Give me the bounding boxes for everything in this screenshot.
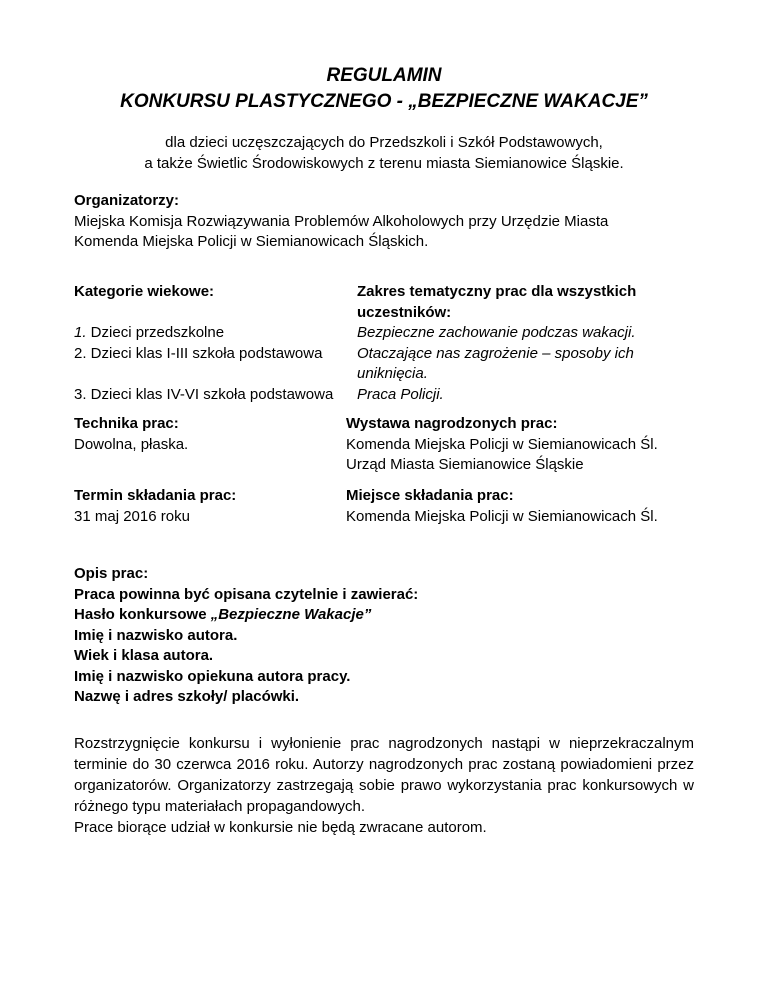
category-item <box>74 385 333 406</box>
categories-section <box>74 282 333 405</box>
organizer-line: Miejska Komisja Rozwiązywania Problemów Alkoholowych przy Urzędzie Miasta <box>74 212 609 230</box>
themes-heading: Zakres tematyczny prac dla wszystkich <box>357 283 637 300</box>
organizers-heading: Organizatorzy: <box>74 192 180 209</box>
organizers-section <box>74 191 608 253</box>
description-item: Wiek i klasa autora. <box>74 647 214 664</box>
document-title-competition: KONKURSU PLASTYCZNEGO - „BEZPIECZNE WAKACJE” <box>120 91 648 112</box>
closing-last-line: Prace biorące udział w konkursie nie będą zwracane autorom. <box>74 819 487 836</box>
description-motto <box>74 605 418 626</box>
technique-heading: Technika prac: <box>74 415 179 432</box>
category-text: Dzieci przedszkolne <box>86 324 225 341</box>
motto-prefix: Hasło konkursowe <box>74 606 211 623</box>
place-heading: Miejsce składania prac: <box>346 487 514 504</box>
place-section <box>346 486 658 527</box>
categories-heading: Kategorie wiekowe: <box>74 283 215 300</box>
theme-item: Bezpieczne zachowanie podczas wakacji. <box>357 324 636 341</box>
deadline-value: 31 maj 2016 roku <box>74 507 190 525</box>
subtitle-line: dla dzieci uczęszczających do Przedszkoli i Szkół Podstawowych, <box>165 134 603 151</box>
deadline-section <box>74 486 236 527</box>
themes-section <box>357 282 636 405</box>
closing-paragraph: Rozstrzygnięcie konkursu i wyłonienie prac nagrodzonych nastąpi w nieprzekraczalnym terminie do 30 czerwca 2016 roku. Autorzy nagrodzonych prac zostaną powiadomieni przez organizatorów. Organizatorzy zastrzegają sobie prawo wykorzystania prac konkursowych w różnego typu materiałach propagandowych. <box>74 735 694 815</box>
category-number: 3. <box>74 385 87 403</box>
description-heading: Opis prac: <box>74 565 149 582</box>
theme-item: uniknięcia. <box>357 365 428 382</box>
organizer-line: Komenda Miejska Policji w Siemianowicach Śląskich. <box>74 233 429 250</box>
themes-heading-cont: uczestników: <box>357 303 452 321</box>
place-value: Komenda Miejska Policji w Siemianowicach Śl. <box>346 507 658 525</box>
description-section <box>74 564 418 708</box>
category-number: 2. <box>74 344 87 362</box>
exhibition-section <box>346 414 658 476</box>
technique-value: Dowolna, płaska. <box>74 435 189 453</box>
document-subtitle <box>0 132 768 174</box>
motto-value: „Bezpieczne Wakacje” <box>210 606 372 623</box>
category-item <box>74 323 333 344</box>
description-item: Nazwę i adres szkoły/ placówki. <box>74 688 300 705</box>
category-text: Dzieci klas I-III szkoła podstawowa <box>86 344 323 362</box>
exhibition-heading: Wystawa nagrodzonych prac: <box>346 415 558 432</box>
category-item <box>74 344 333 365</box>
category-number: 1. <box>74 324 87 341</box>
document-title: REGULAMIN <box>326 65 442 86</box>
description-item: Imię i nazwisko opiekuna autora pracy. <box>74 667 351 685</box>
category-text: Dzieci klas IV-VI szkoła podstawowa <box>86 385 334 403</box>
theme-item: Otaczające nas zagrożenie – sposoby ich <box>357 344 634 362</box>
closing-section <box>74 733 694 838</box>
technique-section <box>74 414 188 455</box>
description-intro: Praca powinna być opisana czytelnie i zawierać: <box>74 585 419 603</box>
deadline-heading: Termin składania prac: <box>74 487 237 504</box>
subtitle-line: a także Świetlic Środowiskowych z terenu miasta Siemianowice Śląskie. <box>144 155 624 172</box>
description-item: Imię i nazwisko autora. <box>74 626 238 644</box>
exhibition-line: Urząd Miasta Siemianowice Śląskie <box>346 456 584 473</box>
theme-item: Praca Policji. <box>357 385 444 403</box>
exhibition-line: Komenda Miejska Policji w Siemianowicach Śl. <box>346 435 658 453</box>
